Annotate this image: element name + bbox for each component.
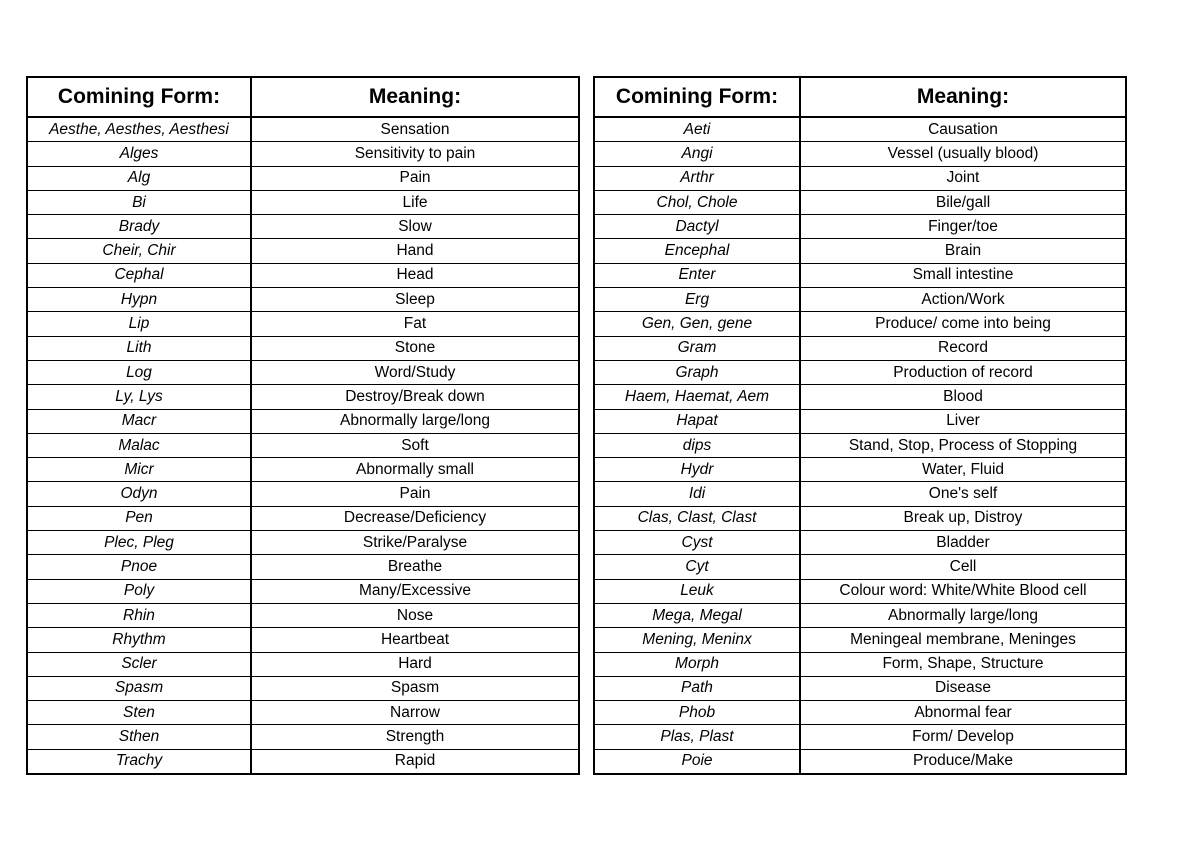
table-row xyxy=(27,676,579,700)
combining-form-cell: Arthr xyxy=(594,166,800,190)
combining-form-cell: dips xyxy=(594,433,800,457)
meaning-cell: Small intestine xyxy=(800,263,1126,287)
combining-form-cell: Cyt xyxy=(594,555,800,579)
combining-form-cell: Trachy xyxy=(27,749,251,774)
meaning-cell: Pain xyxy=(251,482,579,506)
table-row xyxy=(27,190,579,214)
combining-form-cell: Angi xyxy=(594,142,800,166)
combining-form-cell: Gen, Gen, gene xyxy=(594,312,800,336)
meaning-cell: Water, Fluid xyxy=(800,458,1126,482)
column-header-meaning: Meaning: xyxy=(800,77,1126,117)
combining-form-cell: Plas, Plast xyxy=(594,725,800,749)
table-row xyxy=(27,603,579,627)
combining-form-cell: Leuk xyxy=(594,579,800,603)
table-row xyxy=(594,701,1126,725)
table-row xyxy=(594,166,1126,190)
meaning-cell: Pain xyxy=(251,166,579,190)
combining-form-cell: Path xyxy=(594,676,800,700)
combining-form-cell: Aeti xyxy=(594,117,800,142)
table-row xyxy=(27,360,579,384)
table-row xyxy=(27,385,579,409)
meaning-cell: Abnormally small xyxy=(251,458,579,482)
table-row xyxy=(594,652,1126,676)
table-row xyxy=(27,142,579,166)
meaning-cell: Bladder xyxy=(800,531,1126,555)
meaning-cell: Form, Shape, Structure xyxy=(800,652,1126,676)
table-row xyxy=(27,288,579,312)
table-row xyxy=(27,312,579,336)
meaning-cell: Head xyxy=(251,263,579,287)
meaning-cell: Joint xyxy=(800,166,1126,190)
table-row xyxy=(27,166,579,190)
combining-form-cell: Gram xyxy=(594,336,800,360)
table-row xyxy=(27,458,579,482)
meaning-cell: Strength xyxy=(251,725,579,749)
meaning-cell: Spasm xyxy=(251,676,579,700)
combining-form-cell: Idi xyxy=(594,482,800,506)
table-row xyxy=(594,336,1126,360)
meaning-cell: Sensation xyxy=(251,117,579,142)
combining-form-cell: Lip xyxy=(27,312,251,336)
combining-form-cell: Micr xyxy=(27,458,251,482)
table-row xyxy=(594,482,1126,506)
meaning-cell: Cell xyxy=(800,555,1126,579)
meaning-cell: One's self xyxy=(800,482,1126,506)
table-row xyxy=(594,385,1126,409)
combining-form-cell: Rhin xyxy=(27,603,251,627)
meaning-cell: Breathe xyxy=(251,555,579,579)
combining-form-cell: Brady xyxy=(27,215,251,239)
combining-form-table-right xyxy=(593,76,1127,775)
meaning-cell: Fat xyxy=(251,312,579,336)
combining-form-cell: Cheir, Chir xyxy=(27,239,251,263)
table-row xyxy=(594,433,1126,457)
meaning-cell: Slow xyxy=(251,215,579,239)
meaning-cell: Strike/Paralyse xyxy=(251,531,579,555)
table-row xyxy=(27,579,579,603)
table-row xyxy=(594,676,1126,700)
meaning-cell: Many/Excessive xyxy=(251,579,579,603)
table-row xyxy=(27,263,579,287)
meaning-cell: Production of record xyxy=(800,360,1126,384)
table-row xyxy=(594,749,1126,774)
table-row xyxy=(594,215,1126,239)
meaning-cell: Produce/Make xyxy=(800,749,1126,774)
table-row xyxy=(27,482,579,506)
table-row xyxy=(594,360,1126,384)
combining-form-cell: Odyn xyxy=(27,482,251,506)
meaning-cell: Sensitivity to pain xyxy=(251,142,579,166)
meaning-cell: Heartbeat xyxy=(251,628,579,652)
meaning-cell: Produce/ come into being xyxy=(800,312,1126,336)
meaning-cell: Rapid xyxy=(251,749,579,774)
meaning-cell: Causation xyxy=(800,117,1126,142)
table-row xyxy=(27,555,579,579)
combining-form-cell: Malac xyxy=(27,433,251,457)
meaning-cell: Hard xyxy=(251,652,579,676)
meaning-cell: Destroy/Break down xyxy=(251,385,579,409)
table-row xyxy=(594,579,1126,603)
table-row xyxy=(594,458,1126,482)
meaning-cell: Meningeal membrane, Meninges xyxy=(800,628,1126,652)
combining-form-cell: Sthen xyxy=(27,725,251,749)
combining-form-cell: Alg xyxy=(27,166,251,190)
table-row xyxy=(594,288,1126,312)
combining-form-cell: Haem, Haemat, Aem xyxy=(594,385,800,409)
column-header-meaning: Meaning: xyxy=(251,77,579,117)
combining-form-cell: Graph xyxy=(594,360,800,384)
combining-form-cell: Scler xyxy=(27,652,251,676)
meaning-cell: Stone xyxy=(251,336,579,360)
combining-form-cell: Hypn xyxy=(27,288,251,312)
table-row xyxy=(27,506,579,530)
meaning-cell: Stand, Stop, Process of Stopping xyxy=(800,433,1126,457)
meaning-cell: Narrow xyxy=(251,701,579,725)
meaning-cell: Vessel (usually blood) xyxy=(800,142,1126,166)
combining-form-cell: Hydr xyxy=(594,458,800,482)
table-row xyxy=(594,603,1126,627)
combining-form-cell: Poie xyxy=(594,749,800,774)
table-row xyxy=(594,409,1126,433)
table-row xyxy=(27,531,579,555)
table-body-right xyxy=(594,117,1126,774)
table-row xyxy=(27,749,579,774)
meaning-cell: Form/ Develop xyxy=(800,725,1126,749)
table-row xyxy=(594,312,1126,336)
table-row xyxy=(594,531,1126,555)
meaning-cell: Sleep xyxy=(251,288,579,312)
meaning-cell: Colour word: White/White Blood cell xyxy=(800,579,1126,603)
meaning-cell: Brain xyxy=(800,239,1126,263)
table-row xyxy=(594,239,1126,263)
meaning-cell: Bile/gall xyxy=(800,190,1126,214)
meaning-cell: Break up, Distroy xyxy=(800,506,1126,530)
meaning-cell: Abnormally large/long xyxy=(251,409,579,433)
combining-form-cell: Lith xyxy=(27,336,251,360)
combining-form-cell: Rhythm xyxy=(27,628,251,652)
combining-form-cell: Phob xyxy=(594,701,800,725)
combining-form-cell: Erg xyxy=(594,288,800,312)
meaning-cell: Action/Work xyxy=(800,288,1126,312)
combining-form-cell: Morph xyxy=(594,652,800,676)
combining-form-cell: Bi xyxy=(27,190,251,214)
combining-form-cell: Cephal xyxy=(27,263,251,287)
table-body-left xyxy=(27,117,579,774)
table-row xyxy=(27,652,579,676)
meaning-cell: Decrease/Deficiency xyxy=(251,506,579,530)
combining-form-cell: Sten xyxy=(27,701,251,725)
meaning-cell: Liver xyxy=(800,409,1126,433)
meaning-cell: Finger/toe xyxy=(800,215,1126,239)
meaning-cell: Abnormally large/long xyxy=(800,603,1126,627)
combining-form-cell: Ly, Lys xyxy=(27,385,251,409)
combining-form-cell: Mega, Megal xyxy=(594,603,800,627)
combining-form-cell: Pnoe xyxy=(27,555,251,579)
combining-form-cell: Alges xyxy=(27,142,251,166)
table-row xyxy=(27,336,579,360)
table-row xyxy=(594,628,1126,652)
combining-form-cell: Clas, Clast, Clast xyxy=(594,506,800,530)
table-row xyxy=(594,555,1126,579)
combining-form-cell: Macr xyxy=(27,409,251,433)
meaning-cell: Abnormal fear xyxy=(800,701,1126,725)
column-header-form: Comining Form: xyxy=(27,77,251,117)
combining-form-cell: Mening, Meninx xyxy=(594,628,800,652)
combining-form-cell: Hapat xyxy=(594,409,800,433)
table-row xyxy=(27,117,579,142)
meaning-cell: Soft xyxy=(251,433,579,457)
table-row xyxy=(27,239,579,263)
meaning-cell: Nose xyxy=(251,603,579,627)
combining-form-cell: Spasm xyxy=(27,676,251,700)
table-row xyxy=(27,409,579,433)
table-row xyxy=(594,506,1126,530)
meaning-cell: Life xyxy=(251,190,579,214)
table-row xyxy=(27,433,579,457)
table-row xyxy=(27,628,579,652)
table-row xyxy=(27,725,579,749)
combining-form-cell: Cyst xyxy=(594,531,800,555)
table-row xyxy=(594,263,1126,287)
meaning-cell: Blood xyxy=(800,385,1126,409)
table-row xyxy=(27,701,579,725)
combining-form-cell: Aesthe, Aesthes, Aesthesi xyxy=(27,117,251,142)
combining-form-cell: Log xyxy=(27,360,251,384)
column-header-form: Comining Form: xyxy=(594,77,800,117)
table-row xyxy=(27,215,579,239)
table-header-row xyxy=(27,77,579,117)
combining-form-cell: Encephal xyxy=(594,239,800,263)
combining-form-cell: Poly xyxy=(27,579,251,603)
meaning-cell: Record xyxy=(800,336,1126,360)
combining-form-cell: Chol, Chole xyxy=(594,190,800,214)
combining-form-cell: Pen xyxy=(27,506,251,530)
meaning-cell: Word/Study xyxy=(251,360,579,384)
combining-form-cell: Plec, Pleg xyxy=(27,531,251,555)
table-row xyxy=(594,142,1126,166)
combining-form-cell: Enter xyxy=(594,263,800,287)
meaning-cell: Hand xyxy=(251,239,579,263)
table-header-row xyxy=(594,77,1126,117)
meaning-cell: Disease xyxy=(800,676,1126,700)
combining-form-table-left xyxy=(26,76,580,775)
table-row xyxy=(594,117,1126,142)
combining-form-cell: Dactyl xyxy=(594,215,800,239)
table-row xyxy=(594,725,1126,749)
table-row xyxy=(594,190,1126,214)
